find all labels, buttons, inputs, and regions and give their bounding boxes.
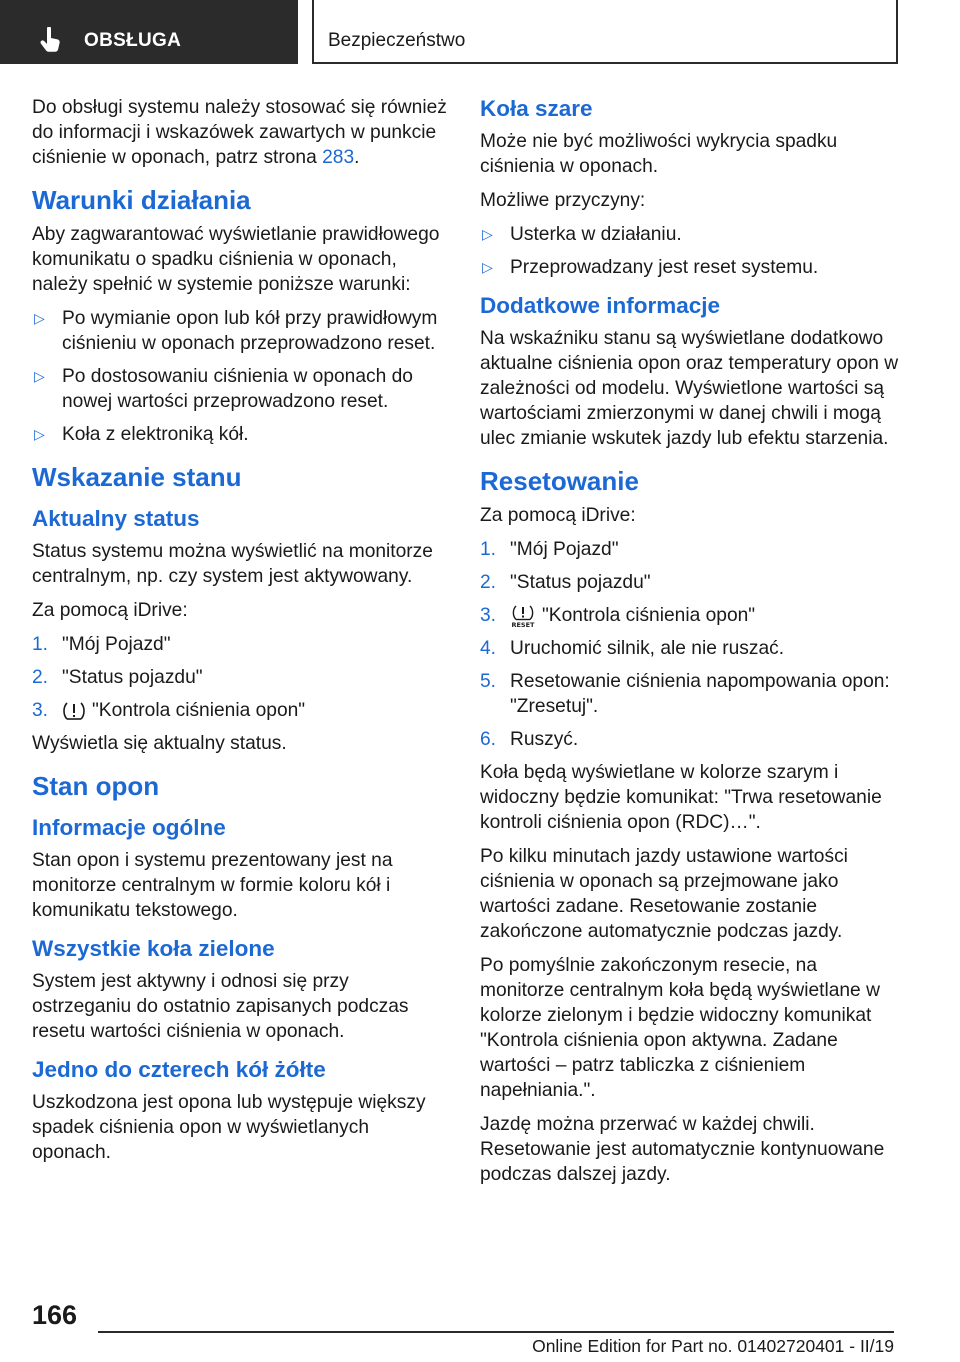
page-reference-link[interactable]: 283 (322, 147, 355, 168)
triangle-bullet-icon: ▷ (34, 426, 45, 442)
paragraph-przyczyny: Możliwe przyczyny: (480, 190, 646, 211)
causes-list (480, 222, 900, 280)
list-item: 5. Resetowanie ciśnienia napompowania opon: "Zresetuj". (480, 671, 890, 717)
paragraph-zolte: Uszkodzona jest opona lub występuje większy spadek ciśnienia opon w wyświetlanych oponach. (32, 1092, 426, 1163)
paragraph-idrive: Za pomocą iDrive: (32, 600, 188, 621)
hand-pointer-icon (40, 27, 62, 53)
chapter-tab (312, 0, 898, 64)
svg-text:RESET: RESET (511, 620, 535, 628)
paragraph-kilku: Po kilku minutach jazdy ustawione wartości ciśnienia w oponach są przejmowane jako wartości zadane. Resetowanie zostanie zakończone automatycznie podczas jazdy. (480, 846, 848, 942)
list-item: 2. "Status pojazdu" (480, 572, 651, 593)
triangle-bullet-icon: ▷ (482, 259, 493, 275)
left-column (32, 95, 452, 1174)
footer-divider (98, 1331, 894, 1333)
list-item: ▷ Po wymianie opon lub kół przy prawidłowym ciśnieniu w oponach przeprowadzono reset. (34, 308, 438, 354)
paragraph-dodatkowe: Na wskaźniku stanu są wyświetlane dodatkowo aktualne ciśnienia opon oraz temperatury opon w zależności od modelu. Wyświetlone wartości są wartościami zmierzonymi w danej chwili i mogą ulec zmianie wskutek jazdy lub efektu starzenia. (480, 328, 899, 449)
paragraph-status: Wyświetla się aktualny status. (32, 733, 287, 754)
chapter-title: Bezpieczeństwo (328, 30, 466, 51)
heading-warunki: Warunki działania (32, 185, 251, 215)
page-header (0, 0, 960, 66)
paragraph-aktualny: Status systemu można wyświetlić na monitorze centralnym, np. czy system jest aktywowany. (32, 541, 433, 587)
heading-stan-opon: Stan opon (32, 771, 160, 801)
heading-dodatkowe: Dodatkowe informacje (480, 293, 721, 318)
list-item: 3. RESET "Kontrola ciśnienia opon" (480, 605, 756, 628)
edition-note: Online Edition for Part no. 01402720401 - II/19 (532, 1336, 894, 1356)
heading-szare: Koła szare (480, 96, 593, 121)
conditions-list (32, 306, 452, 447)
paragraph-warunki: Aby zagwarantować wyświetlanie prawidłowego komunikatu o spadku ciśnienia w oponach, należy spełnić w systemie poniższe warunki: (32, 224, 440, 295)
tire-pressure-reset-icon (510, 604, 536, 628)
intro-paragraph: Do obsługi systemu należy stosować się również do informacji i wskazówek zawartych w punkcie ciśnienie w oponach, patrz strona 283. (32, 97, 447, 168)
heading-informacje: Informacje ogólne (32, 815, 226, 840)
paragraph-szarym: Koła będą wyświetlane w kolorze szarym i widoczny będzie komunikat: "Trwa resetowanie kontroli ciśnienia opon (RDC)…". (480, 762, 882, 833)
paragraph-informacje: Stan opon i systemu prezentowany jest na monitorze centralnym w formie koloru kół i komunikatu tekstowego. (32, 850, 393, 921)
list-item: 1. "Mój Pojazd" (480, 539, 619, 560)
list-item: 6. Ruszyć. (480, 729, 579, 750)
tire-pressure-warning-icon (62, 700, 86, 722)
triangle-bullet-icon: ▷ (34, 310, 45, 326)
section-tab (0, 0, 298, 64)
list-item: 4. Uruchomić silnik, ale nie ruszać. (480, 638, 785, 659)
status-steps (32, 632, 452, 723)
heading-aktualny: Aktualny status (32, 506, 200, 531)
list-item: ▷ Po dostosowaniu ciśnienia w oponach do nowej wartości przeprowadzono reset. (34, 366, 413, 412)
paragraph-jazde: Jazdę można przerwać w każdej chwili. Resetowanie jest automatycznie kontynuowane podczas dalszej jazdy. (480, 1114, 885, 1185)
list-item: 2. "Status pojazdu" (32, 667, 203, 688)
heading-resetowanie: Resetowanie (480, 466, 639, 496)
list-item: 1. "Mój Pojazd" (32, 634, 171, 655)
list-item: ▷ Koła z elektroniką kół. (34, 424, 249, 445)
heading-zolte: Jedno do czterech kół żółte (32, 1057, 326, 1082)
section-title: OBSŁUGA (84, 30, 182, 51)
list-item: 3. "Kontrola ciśnienia opon" (32, 700, 306, 721)
paragraph-idrive: Za pomocą iDrive: (480, 505, 636, 526)
reset-steps (480, 537, 900, 752)
paragraph-zielone: System jest aktywny i odnosi się przy ostrzeganiu do ostatnio zapisanych podczas resetu wartości ciśnienia w oponach. (32, 971, 409, 1042)
page-number: 166 (32, 1300, 78, 1330)
triangle-bullet-icon: ▷ (482, 226, 493, 242)
paragraph-pomyslnie: Po pomyślnie zakończonym resecie, na monitorze centralnym koła będą wyświetlane w kolorze zielonym i będzie widoczny komunikat "Kontrola ciśnienia opon aktywna. Zadane wartości – patrz tabliczka z ciśnieniem napełniania.". (480, 955, 880, 1101)
paragraph-szare: Może nie być możliwości wykrycia spadku ciśnienia w oponach. (480, 131, 838, 177)
list-item: ▷ Usterka w działaniu. (482, 224, 682, 245)
heading-zielone: Wszystkie koła zielone (32, 936, 275, 961)
right-column (480, 95, 900, 1196)
list-item: ▷ Przeprowadzany jest reset systemu. (482, 257, 819, 278)
triangle-bullet-icon: ▷ (34, 368, 45, 384)
heading-wskazanie: Wskazanie stanu (32, 462, 242, 492)
